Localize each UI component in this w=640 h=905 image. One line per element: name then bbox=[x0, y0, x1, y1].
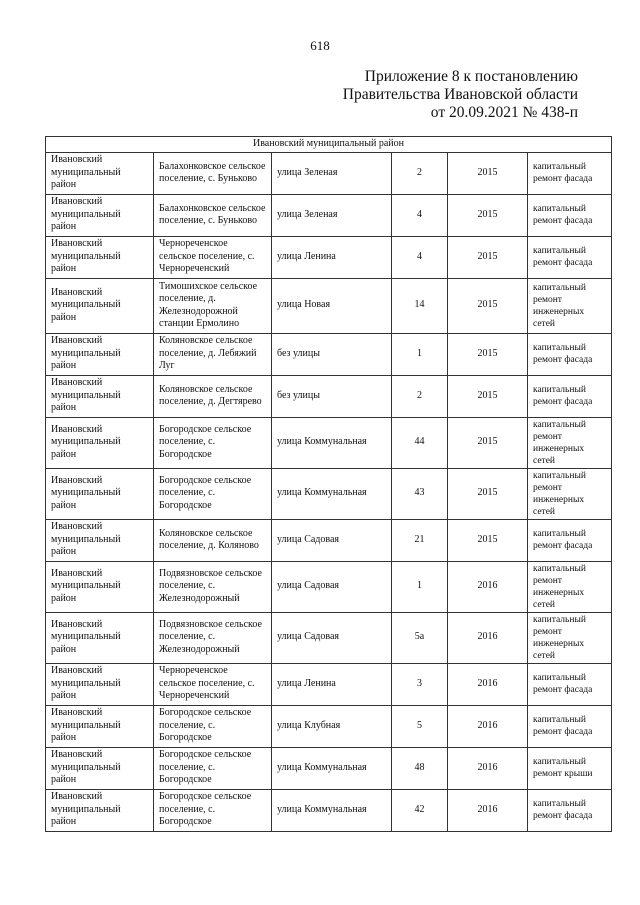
header-line-government: Правительства Ивановской области bbox=[342, 86, 578, 103]
table-row bbox=[46, 561, 612, 612]
settlement-cell: Балахонковское сельское поселение, с. Буньково bbox=[154, 194, 272, 236]
work-type-cell: капитальный ремонт фасада bbox=[528, 236, 612, 278]
street-cell: без улицы bbox=[272, 333, 392, 375]
district-cell: Ивановский муниципальный район bbox=[46, 375, 154, 417]
year-cell: 2016 bbox=[448, 747, 528, 789]
street-cell: без улицы bbox=[272, 375, 392, 417]
house-number-cell: 5 bbox=[392, 705, 448, 747]
street-cell: улица Коммунальная bbox=[272, 747, 392, 789]
section-header-row bbox=[46, 137, 612, 153]
settlement-cell: Чернореченское сельское поселение, с. Чернореченский bbox=[154, 663, 272, 705]
year-cell: 2015 bbox=[448, 194, 528, 236]
work-type-cell: капитальный ремонт фасада bbox=[528, 152, 612, 194]
district-cell: Ивановский муниципальный район bbox=[46, 705, 154, 747]
year-cell: 2016 bbox=[448, 561, 528, 612]
street-cell: улица Коммунальная bbox=[272, 417, 392, 468]
year-cell: 2015 bbox=[448, 278, 528, 333]
section-title: Ивановский муниципальный район bbox=[46, 137, 612, 153]
year-cell: 2015 bbox=[448, 519, 528, 561]
settlement-cell: Подвязновское сельское поселение, с. Железнодорожный bbox=[154, 612, 272, 663]
district-cell: Ивановский муниципальный район bbox=[46, 561, 154, 612]
street-cell: улица Новая bbox=[272, 278, 392, 333]
settlement-cell: Тимошихское сельское поселение, д. Железнодорожной станции Ермолино bbox=[154, 278, 272, 333]
settlement-cell: Коляновское сельское поселение, д. Коляново bbox=[154, 519, 272, 561]
street-cell: улица Садовая bbox=[272, 519, 392, 561]
house-number-cell: 4 bbox=[392, 236, 448, 278]
settlement-cell: Богородское сельское поселение, с. Богородское bbox=[154, 417, 272, 468]
house-number-cell: 1 bbox=[392, 561, 448, 612]
work-type-cell: капитальный ремонт инженерных сетей bbox=[528, 417, 612, 468]
buildings-table bbox=[45, 136, 612, 832]
year-cell: 2015 bbox=[448, 468, 528, 519]
house-number-cell: 14 bbox=[392, 278, 448, 333]
house-number-cell: 21 bbox=[392, 519, 448, 561]
year-cell: 2015 bbox=[448, 375, 528, 417]
work-type-cell: капитальный ремонт инженерных сетей bbox=[528, 278, 612, 333]
settlement-cell: Богородское сельское поселение, с. Богородское bbox=[154, 468, 272, 519]
house-number-cell: 44 bbox=[392, 417, 448, 468]
work-type-cell: капитальный ремонт фасада bbox=[528, 375, 612, 417]
street-cell: улица Ленина bbox=[272, 236, 392, 278]
settlement-cell: Богородское сельское поселение, с. Богородское bbox=[154, 789, 272, 831]
district-cell: Ивановский муниципальный район bbox=[46, 789, 154, 831]
page-number: 618 bbox=[310, 38, 330, 53]
settlement-cell: Чернореченское сельское поселение, с. Чернореченский bbox=[154, 236, 272, 278]
year-cell: 2016 bbox=[448, 705, 528, 747]
district-cell: Ивановский муниципальный район bbox=[46, 333, 154, 375]
district-cell: Ивановский муниципальный район bbox=[46, 278, 154, 333]
district-cell: Ивановский муниципальный район bbox=[46, 747, 154, 789]
document-header bbox=[343, 68, 578, 122]
table-row bbox=[46, 468, 612, 519]
street-cell: улица Коммунальная bbox=[272, 468, 392, 519]
house-number-cell: 2 bbox=[392, 375, 448, 417]
table-row bbox=[46, 663, 612, 705]
street-cell: улица Зеленая bbox=[272, 194, 392, 236]
work-type-cell: капитальный ремонт крыши bbox=[528, 747, 612, 789]
year-cell: 2016 bbox=[448, 663, 528, 705]
table-row bbox=[46, 612, 612, 663]
work-type-cell: капитальный ремонт фасада bbox=[528, 789, 612, 831]
district-cell: Ивановский муниципальный район bbox=[46, 194, 154, 236]
table-row bbox=[46, 789, 612, 831]
year-cell: 2015 bbox=[448, 417, 528, 468]
table-row bbox=[46, 747, 612, 789]
district-cell: Ивановский муниципальный район bbox=[46, 468, 154, 519]
street-cell: улица Садовая bbox=[272, 561, 392, 612]
year-cell: 2016 bbox=[448, 612, 528, 663]
work-type-cell: капитальный ремонт фасада bbox=[528, 663, 612, 705]
work-type-cell: капитальный ремонт фасада bbox=[528, 705, 612, 747]
year-cell: 2015 bbox=[448, 333, 528, 375]
street-cell: улица Зеленая bbox=[272, 152, 392, 194]
street-cell: улица Коммунальная bbox=[272, 789, 392, 831]
table-row bbox=[46, 278, 612, 333]
work-type-cell: капитальный ремонт фасада bbox=[528, 333, 612, 375]
work-type-cell: капитальный ремонт фасада bbox=[528, 519, 612, 561]
table-row bbox=[46, 417, 612, 468]
district-cell: Ивановский муниципальный район bbox=[46, 152, 154, 194]
street-cell: улица Садовая bbox=[272, 612, 392, 663]
house-number-cell: 48 bbox=[392, 747, 448, 789]
house-number-cell: 1 bbox=[392, 333, 448, 375]
settlement-cell: Коляновское сельское поселение, д. Лебяжий Луг bbox=[154, 333, 272, 375]
settlement-cell: Балахонковское сельское поселение, с. Буньково bbox=[154, 152, 272, 194]
house-number-cell: 5а bbox=[392, 612, 448, 663]
table-row bbox=[46, 375, 612, 417]
street-cell: улица Клубная bbox=[272, 705, 392, 747]
work-type-cell: капитальный ремонт инженерных сетей bbox=[528, 561, 612, 612]
header-line-appendix: Приложение 8 к постановлению bbox=[364, 68, 578, 85]
house-number-cell: 43 bbox=[392, 468, 448, 519]
table-row bbox=[46, 519, 612, 561]
district-cell: Ивановский муниципальный район bbox=[46, 663, 154, 705]
street-cell: улица Ленина bbox=[272, 663, 392, 705]
work-type-cell: капитальный ремонт фасада bbox=[528, 194, 612, 236]
house-number-cell: 4 bbox=[392, 194, 448, 236]
settlement-cell: Богородское сельское поселение, с. Богородское bbox=[154, 705, 272, 747]
settlement-cell: Коляновское сельское поселение, д. Дегтярево bbox=[154, 375, 272, 417]
header-line-date: от 20.09.2021 № 438-п bbox=[430, 104, 578, 121]
table-row bbox=[46, 333, 612, 375]
work-type-cell: капитальный ремонт инженерных сетей bbox=[528, 468, 612, 519]
house-number-cell: 3 bbox=[392, 663, 448, 705]
settlement-cell: Богородское сельское поселение, с. Богородское bbox=[154, 747, 272, 789]
table-row bbox=[46, 705, 612, 747]
table-row bbox=[46, 194, 612, 236]
year-cell: 2015 bbox=[448, 236, 528, 278]
district-cell: Ивановский муниципальный район bbox=[46, 612, 154, 663]
year-cell: 2015 bbox=[448, 152, 528, 194]
district-cell: Ивановский муниципальный район bbox=[46, 236, 154, 278]
work-type-cell: капитальный ремонт инженерных сетей bbox=[528, 612, 612, 663]
district-cell: Ивановский муниципальный район bbox=[46, 519, 154, 561]
house-number-cell: 42 bbox=[392, 789, 448, 831]
settlement-cell: Подвязновское сельское поселение, с. Железнодорожный bbox=[154, 561, 272, 612]
table-row bbox=[46, 152, 612, 194]
table-row bbox=[46, 236, 612, 278]
district-cell: Ивановский муниципальный район bbox=[46, 417, 154, 468]
house-number-cell: 2 bbox=[392, 152, 448, 194]
year-cell: 2016 bbox=[448, 789, 528, 831]
